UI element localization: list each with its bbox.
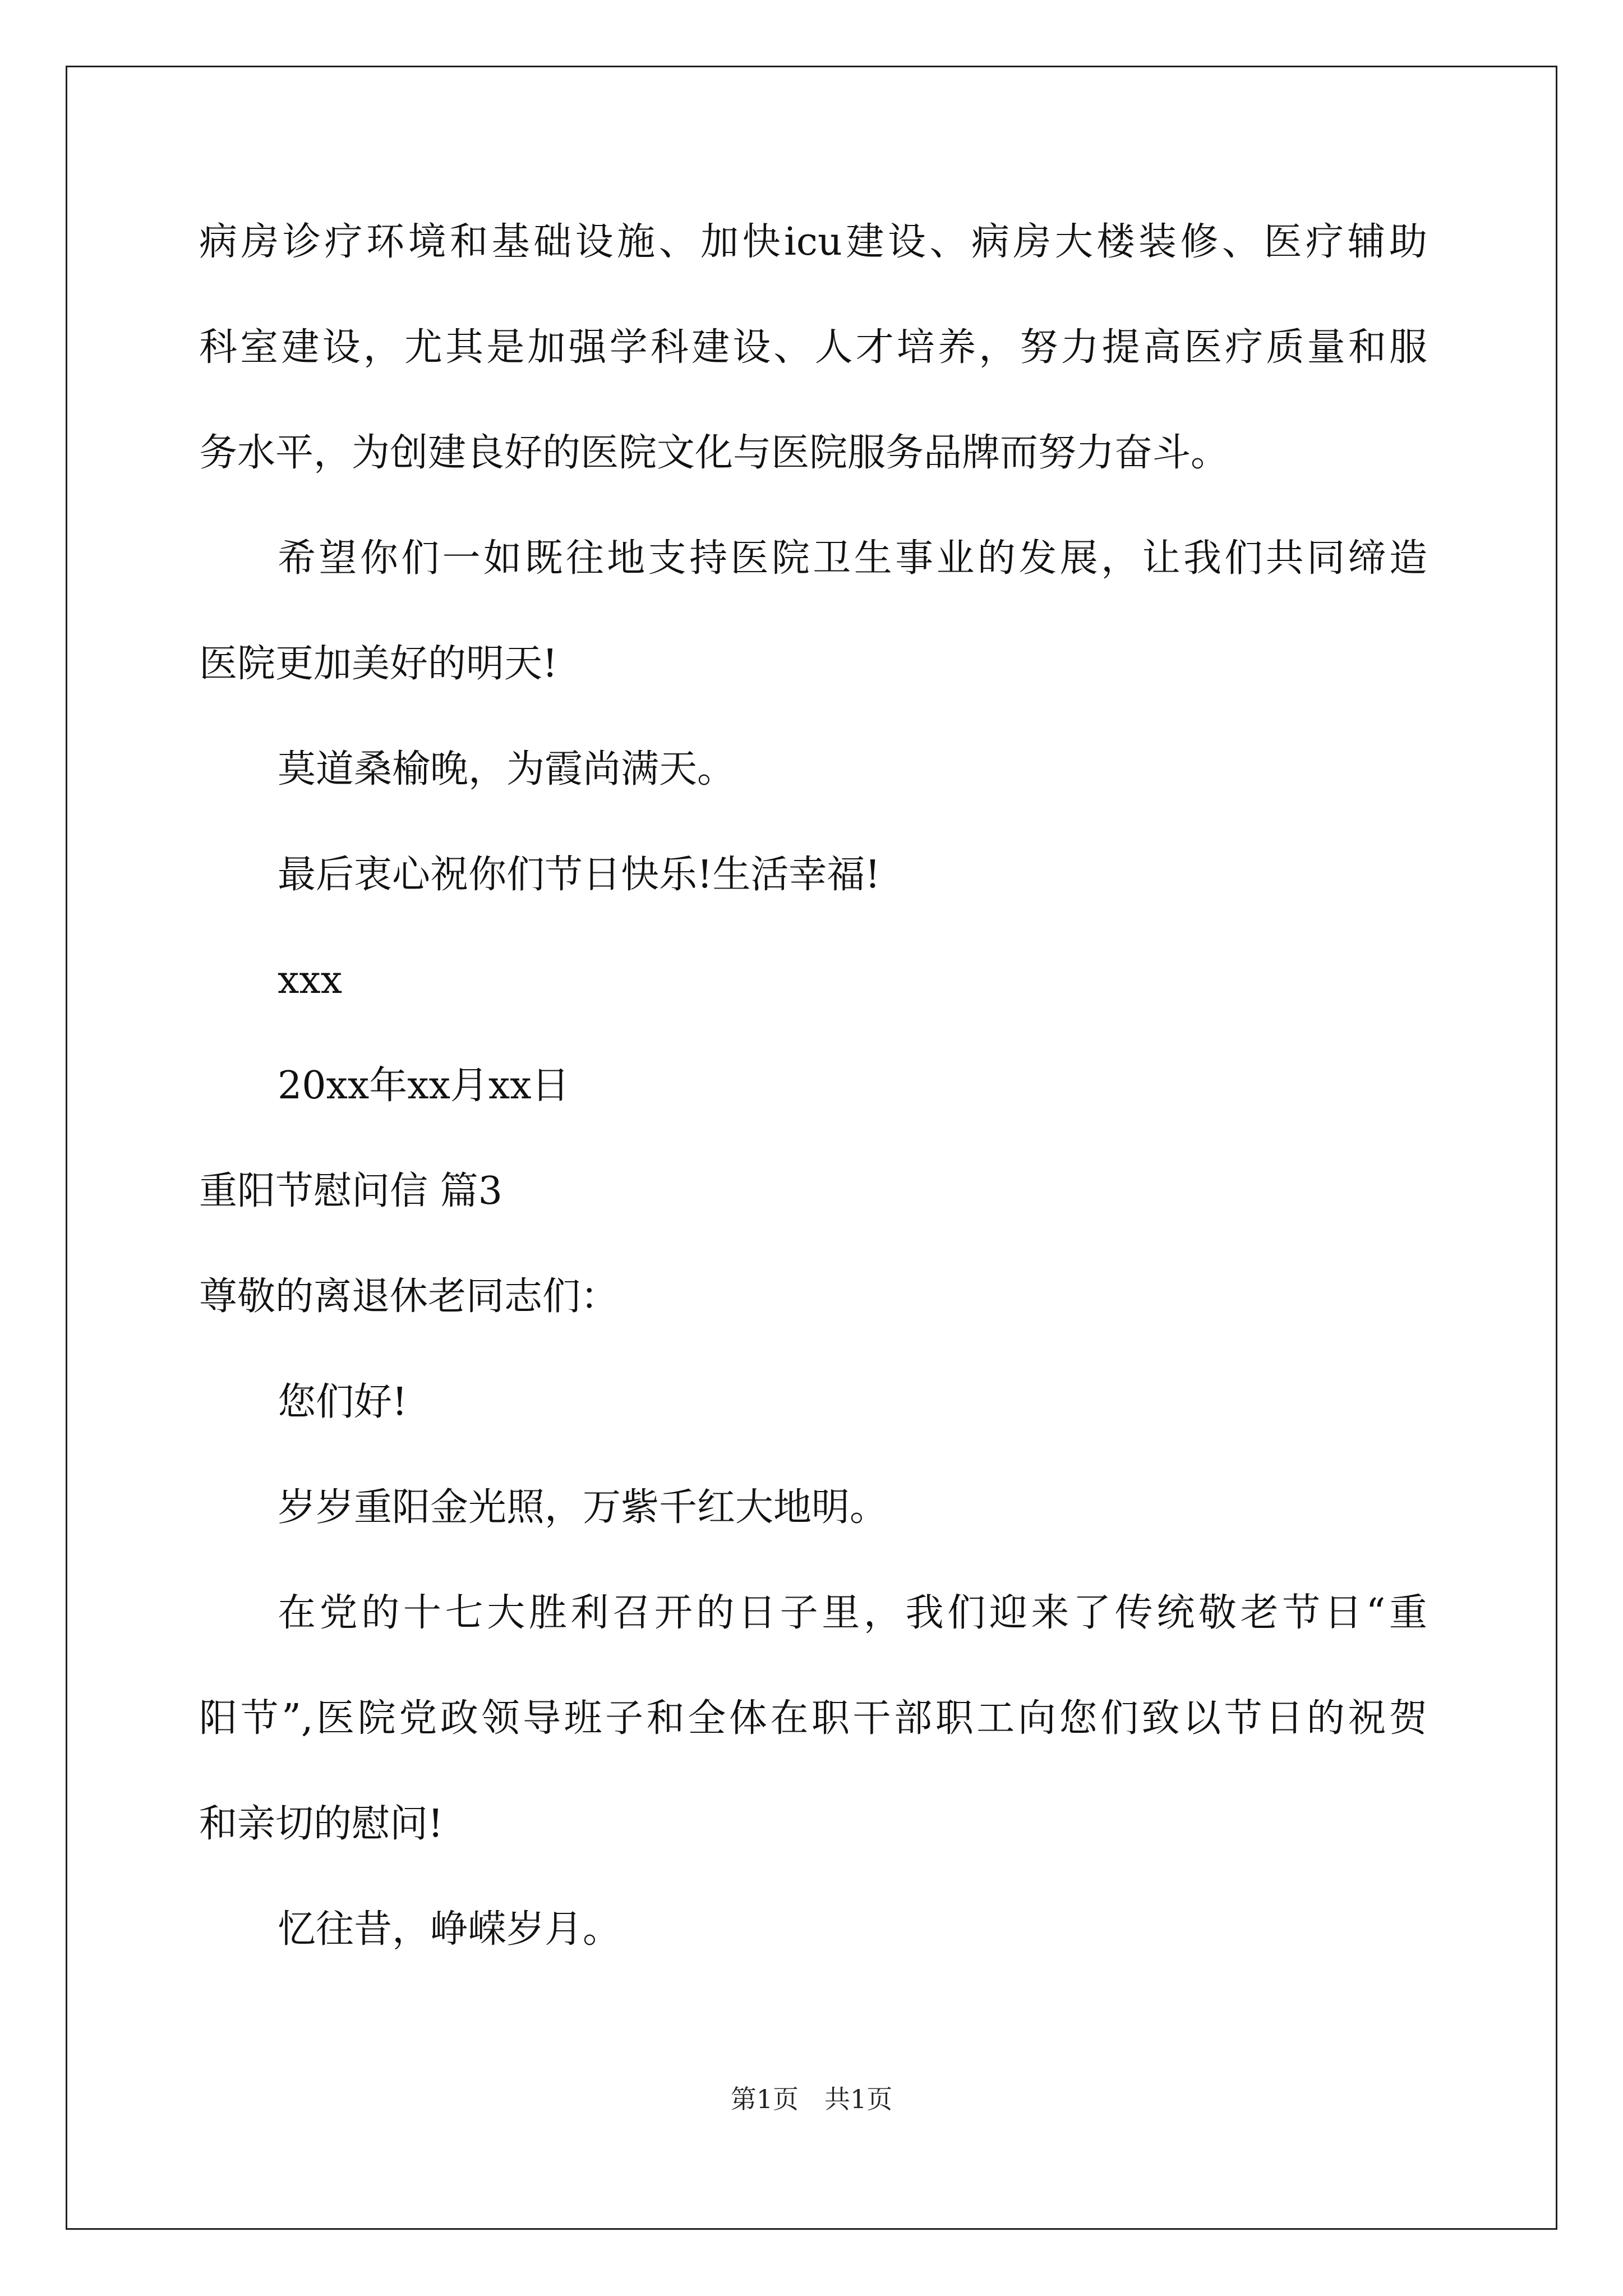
paragraph-line: 病房诊疗环境和基础设施、加快icu建设、病房大楼装修、医疗辅助 — [199, 220, 1427, 264]
paragraph-line: 莫道桑榆晚，为霞尚满天。 — [278, 747, 736, 792]
paragraph-line: 务水平，为创建良好的医院文化与医院服务品牌而努力奋斗。 — [199, 431, 1229, 475]
paragraph-line: 阳节”,医院党政领导班子和全体在职干部职工向您们致以节日的祝贺 — [199, 1696, 1427, 1741]
greeting: 您们好! — [278, 1380, 408, 1424]
salutation: 尊敬的离退休老同志们： — [199, 1274, 619, 1319]
paragraph-line: 岁岁重阳金光照，万紫千红大地明。 — [278, 1485, 888, 1530]
signature-name: xxx — [278, 958, 343, 1002]
page-footer: 第1页 共1页 — [730, 2084, 893, 2114]
section-heading: 重阳节慰问信 篇3 — [199, 1169, 502, 1213]
signature-date: 20xx年xx月xx日 — [278, 1064, 570, 1108]
paragraph-line: 最后衷心祝你们节日快乐!生活幸福! — [278, 853, 880, 897]
paragraph-line: 科室建设，尤其是加强学科建设、人才培养，努力提高医疗质量和服 — [199, 325, 1427, 370]
paragraph-line: 希望你们一如既往地支持医院卫生事业的发展，让我们共同缔造 — [278, 536, 1427, 581]
paragraph-line: 在党的十七大胜利召开的日子里，我们迎来了传统敬老节日“重 — [278, 1591, 1427, 1635]
paragraph-line: 忆往昔，峥嵘岁月。 — [278, 1907, 621, 1952]
paragraph-line: 医院更加美好的明天! — [199, 642, 558, 686]
document-body — [199, 222, 1427, 1950]
paragraph-line: 和亲切的慰问! — [199, 1802, 444, 1846]
